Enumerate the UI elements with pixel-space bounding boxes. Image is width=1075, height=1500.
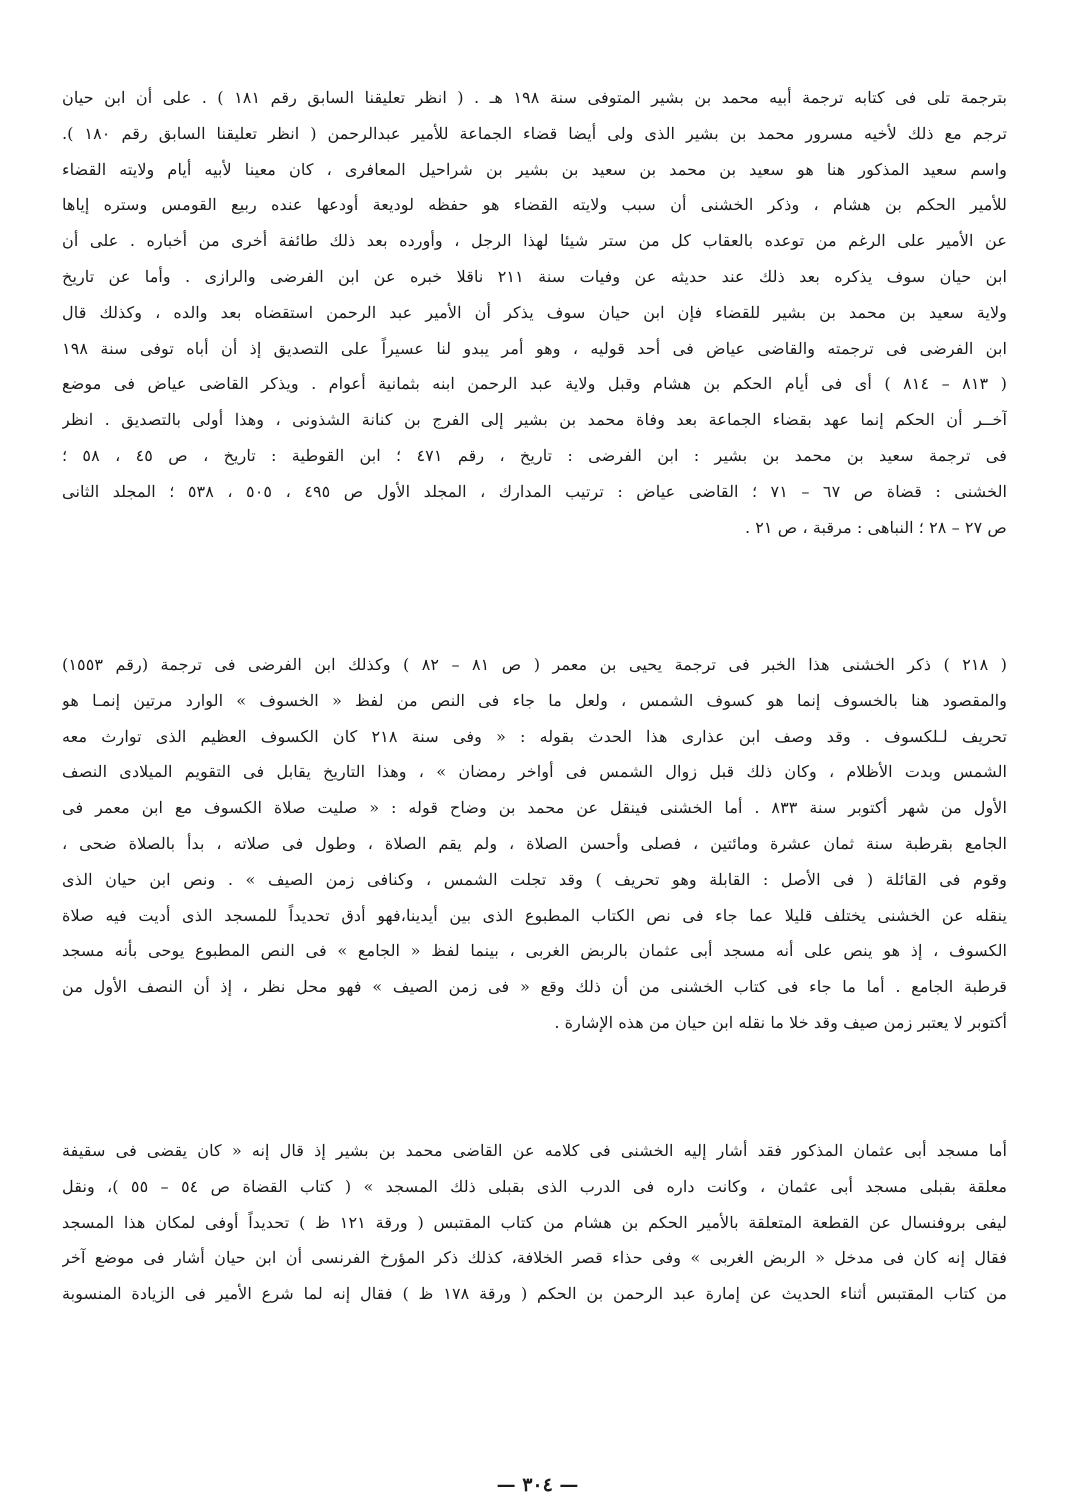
text-line: للأمير الحكم بن هشام ، وذكر الخشنى أن سبب ولايته القضاء هو حفظه لوديعة أودعها عنده ربيع القومس وستره إياها <box>62 195 1007 215</box>
text-line: فى ترجمة سعيد بن محمد بن بشير : ابن الفرضى : تاريخ ، رقم ٤٧١ ؛ ابن القوطية : تاريخ ، ص ٤٥ ، ٥٨ ؛ <box>62 445 1007 465</box>
text-line: عن الأمير على الرغم من توعده بالعقاب كل من ستر شيئا لهذا الرجل ، وأورده بعد ذلك طائفة أخرى من أخباره . على أن <box>62 231 1007 251</box>
text-line: الأول من شهر أكتوبر سنة ٨٣٣ . أما الخشنى فينقل عن محمد بن وضاح قوله : « صليت صلاة الكسوف مع ابن معمر فى <box>62 798 1007 818</box>
text-line: ينقله عن الخشنى يختلف قليلا عما جاء فى نص الكتاب المطبوع الذى بين أيدينا،فهو أدق تحديداً للمسجد الذى أديت فيه صلاة <box>62 905 1007 925</box>
text-line: والمقصود هنا بالخسوف إنما هو كسوف الشمس ، ولعل ما جاء فى النص من لفظ « الخسوف » الوارد مرتين إنمـا هو <box>62 690 1007 710</box>
text-line: الجامع بقرطبة سنة ثمان عشرة ومائتين ، فصلى وأحسن الصلاة ، ولم يقم الصلاة ، وطول فى صلاته ، بدأ بالصلاة ضحى ، <box>62 833 1007 853</box>
page-number: — ٣٠٤ — <box>496 1474 579 1496</box>
text-line: قرطبة الجامع . أما ما جاء فى كتاب الخشنى من أن ذلك وقع « فى زمن الصيف » فهو محل نظر ، إذ أن النصف الأول من <box>62 977 1007 997</box>
text-line: بترجمة تلى فى كتابه ترجمة أبيه محمد بن بشير المتوفى سنة ١٩٨ هـ . ( انظر تعليقنا السابق رقم ١٨١ ) . على أن ابن حيان <box>62 88 1007 107</box>
text-line: أكتوبر لا يعتبر زمن صيف وقد خلا ما نقله ابن حيان من هذه الإشارة . <box>554 1012 1007 1032</box>
text-line: وقوم فى القائلة ( فى الأصل : القابلة وهو تحريف ) وقد تجلت الشمس ، وكنافى زمن الصيف » . ونص ابن حيان الذى <box>62 869 1007 889</box>
text-line: تحريف لـلكسوف . وقد وصف ابن عذارى هذا الحدث بقوله : « وفى سنة ٢١٨ كان الكسوف العظيم الذى توارث معه <box>62 726 1007 746</box>
text-line: الكسوف ، إذ هو ينص على أنه مسجد أبى عثمان بالربض الغربى ، بينما لفظ « الجامع » فى النص المطبوع يوحى بأنه مسجد <box>62 941 1007 961</box>
text-line: ص ٢٧ – ٢٨ ؛ النباهى : مرقبة ، ص ٢١ . <box>744 517 1007 537</box>
text-line: ترجم مع ذلك لأخيه مسرور محمد بن بشير الذى ولى أيضا قضاء الجماعة للأمير عبدالرحمن ( انظر تعليقنا السابق رقم ١٨٠ ). <box>62 123 1007 143</box>
text-line: واسم سعيد المذكور هنا هو سعيد بن محمد بن سعيد بن بشير بن شراحيل المعافرى ، كان معينا لأبيه أيام ولايته القضاء <box>62 159 1007 179</box>
text-line: آخــر أن الحكم إنما عهد بقضاء الجماعة بعد وفاة محمد بن بشير إلى الفرج بن كنانة الشذونى ، وهذا أولى بالتصديق . انظر <box>62 410 1007 430</box>
text-line: ( ٨١٣ – ٨١٤ ) أى فى أيام الحكم بن هشام وقبل ولاية عبد الرحمن ابنه بثمانية أعوام . ويذكر القاضى عياض فى موضع <box>62 374 1007 394</box>
text-line: ليفى بروفنسال عن القطعة المتعلقة بالأمير الحكم بن هشام من كتاب المقتبس ( ورقة ١٢١ ظ ) تحديداً أوفى لمكان هذا المسجد <box>62 1212 1007 1232</box>
text-line: الشمس وبدت الأظلام ، وكان ذلك قبل زوال الشمس فى أواخر رمضان » ، وهذا التاريخ يقابل فى التقويم الميلادى النصف <box>62 762 1007 782</box>
text-line: فقال إنه كان فى مدخل « الربض الغربى » وفى حذاء قصر الخلافة، كذلك ذكر المؤرخ الفرنسى أن ابن حيان أشار فى موضع آخر <box>62 1248 1007 1268</box>
note-continuation-block <box>62 80 1007 545</box>
mosque-paragraph-block <box>62 1133 1007 1312</box>
text-line: من كتاب المقتبس أثناء الحديث عن إمارة عبد الرحمن بن الحكم ( ورقة ١٧٨ ظ ) فقال إنه لما شرع الأمير فى الزيادة المنسوبة <box>62 1284 1007 1304</box>
text-line: ( ٢١٨ ) ذكر الخشنى هذا الخبر فى ترجمة يحيى بن معمر ( ص ٨١ – ٨٢ ) وكذلك ابن الفرضى فى ترجمة (رقم ١٥٥٣) <box>62 655 1007 674</box>
text-line: الخشنى : قضاة ص ٦٧ – ٧١ ؛ القاضى عياض : ترتيب المدارك ، المجلد الأول ص ٤٩٥ ، ٥٠٥ ، ٥٣٨ ؛ المجلد الثانى <box>62 481 1007 501</box>
text-line: ولاية سعيد بن محمد بن بشير للقضاء فإن ابن حيان سوف يذكر أن الأمير عبد الرحمن استقضاه بعد والده ، وكذلك قال <box>62 302 1007 322</box>
note-218-block <box>62 647 1007 1041</box>
text-line: أما مسجد أبى عثمان المذكور فقد أشار إليه الخشنى فى كلامه عن القاضى محمد بن بشير إذ قال إنه « كان يقضى فى سقيفة <box>62 1141 1007 1160</box>
text-line: ابن حيان سوف يذكره بعد ذلك عند حديثه عن وفيات سنة ٢١١ ناقلا خبره عن ابن الفرضى والرازى . وأما عن تاريخ <box>62 266 1007 286</box>
text-line: ابن الفرضى فى ترجمته والقاضى عياض فى أحد قوليه ، وهو أمر يبدو لنا عسيراً على التصديق إذ أن أباه توفى سنة ١٩٨ <box>62 338 1007 358</box>
text-line: معلقة بقبلى مسجد أبى عثمان ، وكانت داره فى الدرب الذى بقبلى ذلك المسجد » ( كتاب القضاة ص ٥٤ – ٥٥ )، ونقل <box>62 1176 1007 1196</box>
